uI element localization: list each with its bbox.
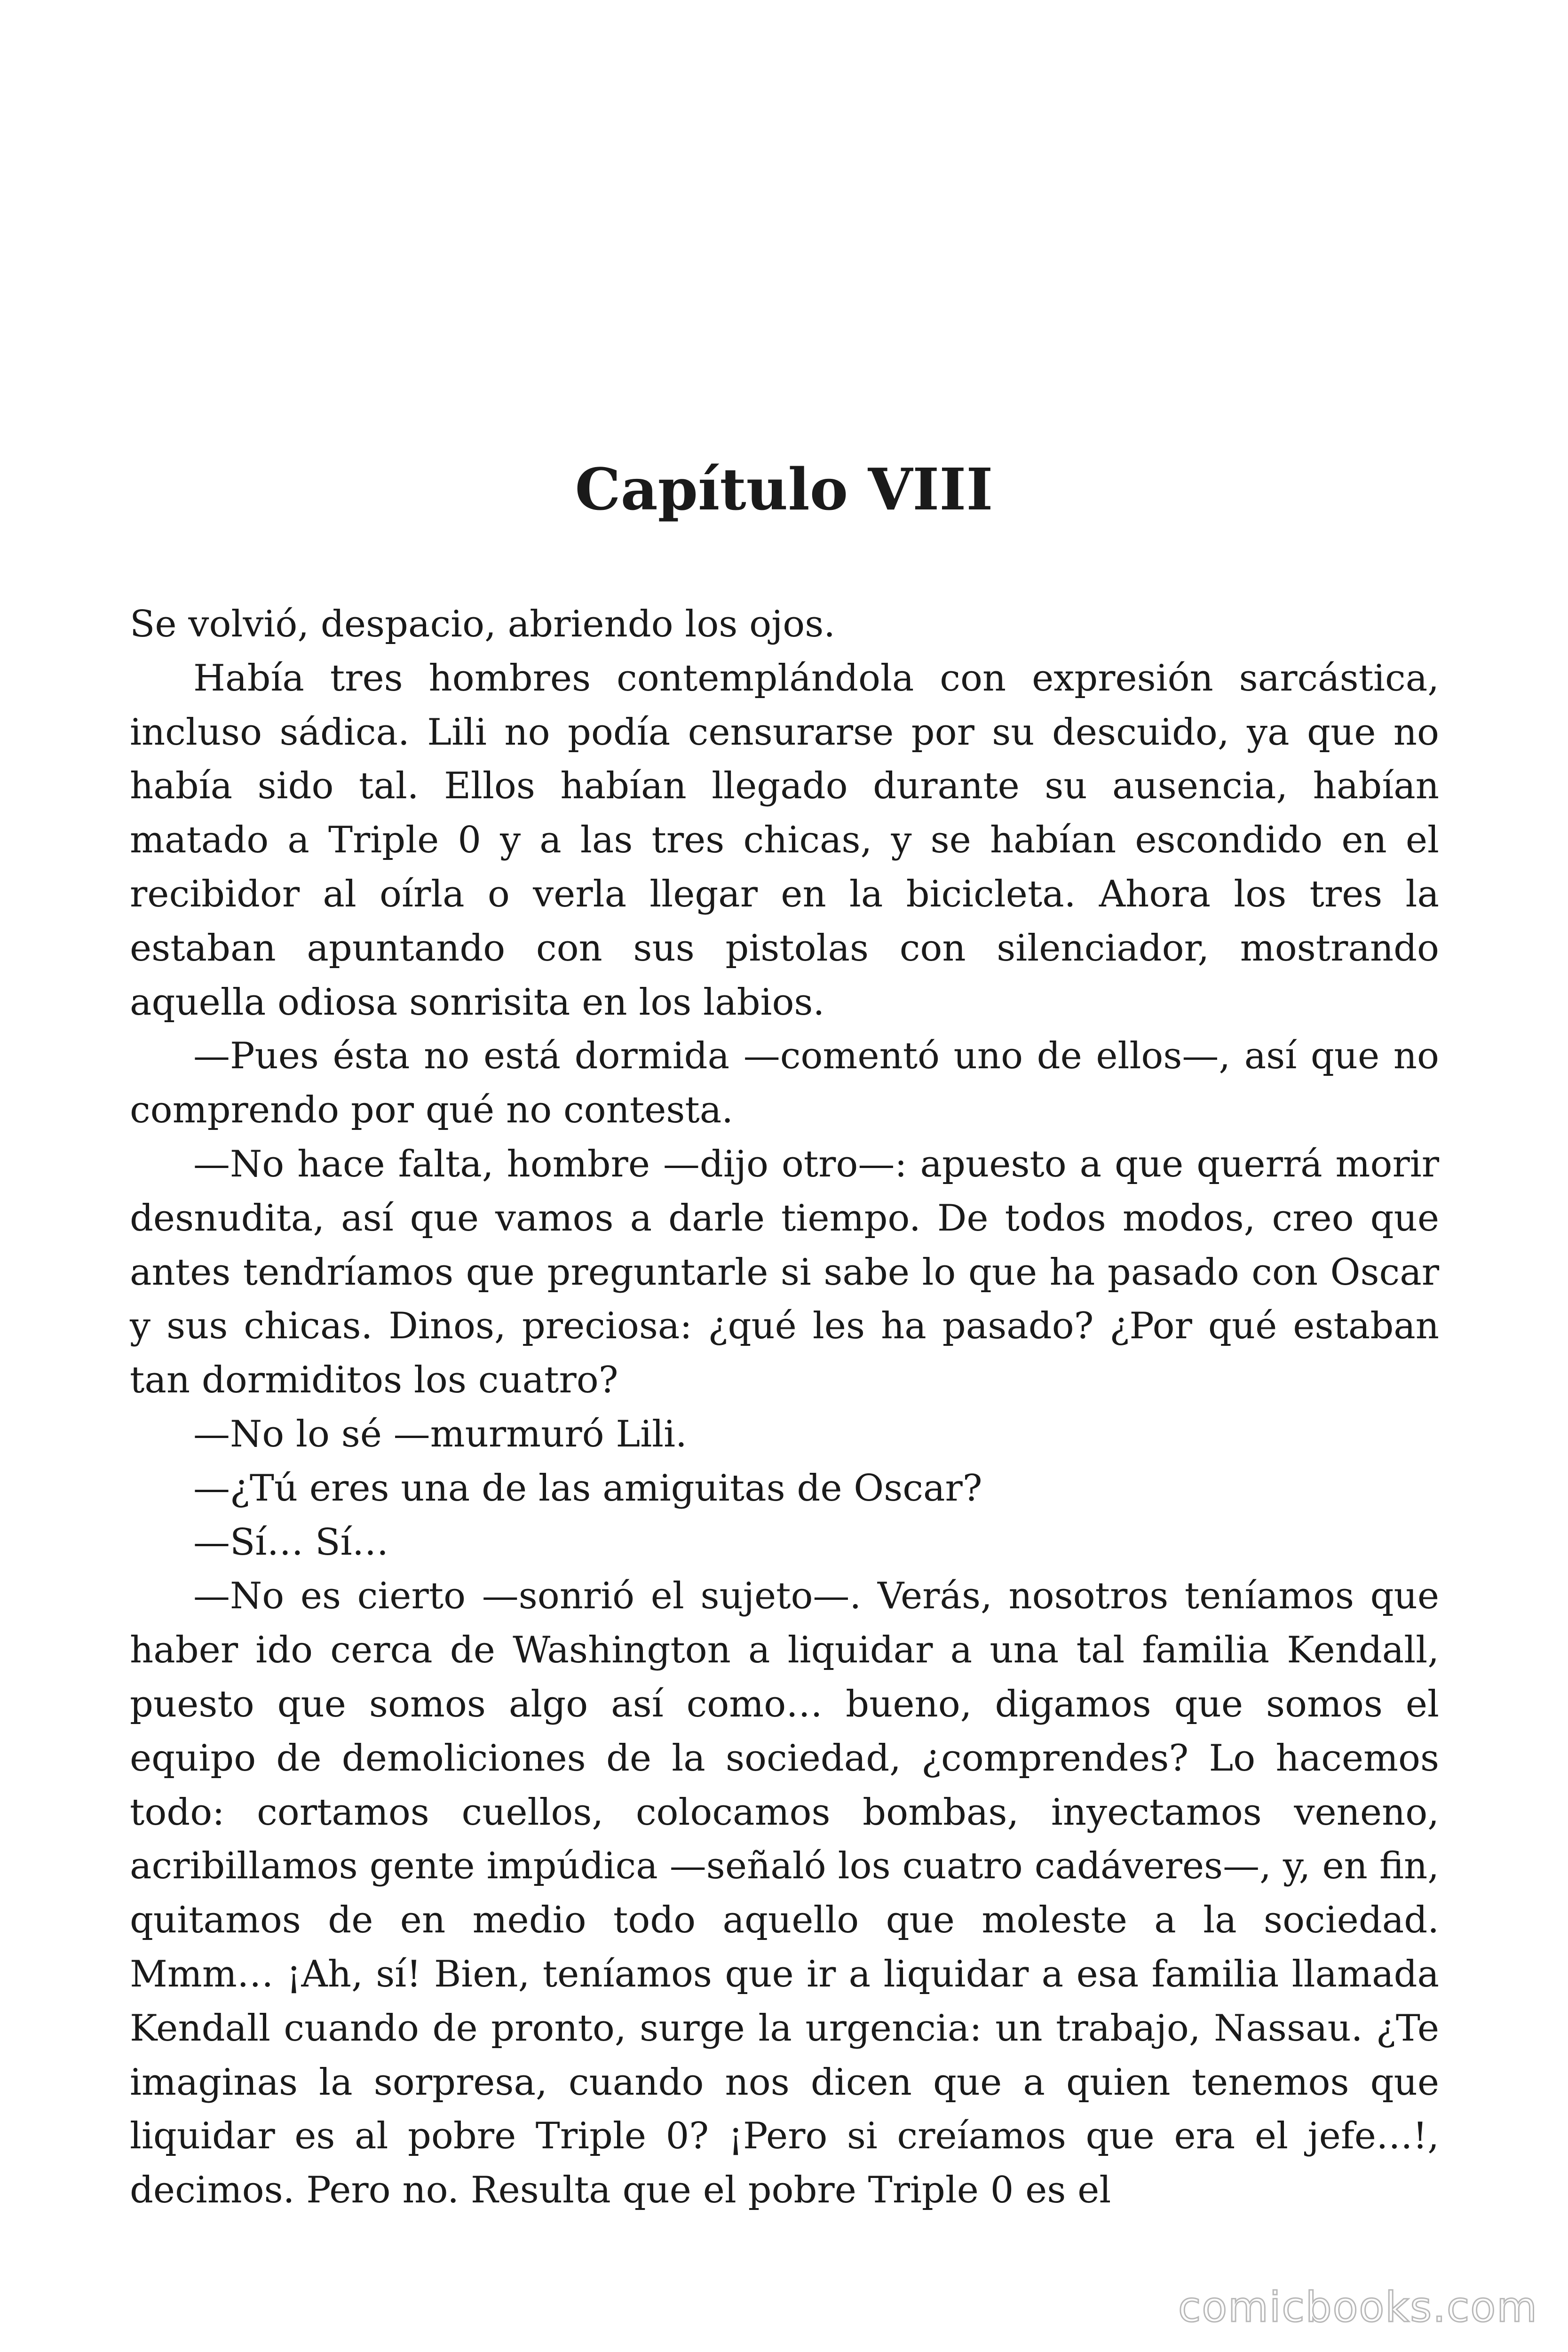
- paragraph: —Pues ésta no está dormida —comentó uno de ellos—, así que no comprendo por qué no contesta.: [130, 1035, 1439, 1132]
- paragraph: —¿Tú eres una de las amiguitas de Oscar?: [193, 1467, 982, 1510]
- paragraph: —Sí… Sí…: [193, 1521, 389, 1564]
- watermark: comicbooks.com: [1178, 2283, 1538, 2331]
- chapter-title: Capítulo VIII: [575, 455, 993, 523]
- paragraph: —No hace falta, hombre —dijo otro—: apuesto a que querrá morir desnudita, así que vamos a darle tiempo. De todos modos, creo que antes tendríamos que preguntarle si sabe lo que ha pasado con Oscar y sus chicas. Dinos, preciosa: ¿qué les ha pasado? ¿Por qué estaban tan dormiditos los cuatro?: [130, 1143, 1439, 1402]
- paragraph: —No lo sé —murmuró Lili.: [193, 1413, 687, 1455]
- paragraph: Se volvió, despacio, abriendo los ojos.: [130, 603, 836, 645]
- paragraph: Había tres hombres contemplándola con expresión sarcástica, incluso sádica. Lili no podía censurarse por su descuido, ya que no había sido tal. Ellos habían llegado durante su ausencia, habían matado a Triple 0 y a las tres chicas, y se habían escondido en el recibidor al oírla o verla llegar en la bicicleta. Ahora los tres la estaban apuntando con sus pistolas con silenciador, mostrando aquella odiosa sonrisita en los labios.: [130, 657, 1439, 1024]
- chapter-body: [130, 597, 1439, 2217]
- paragraph: —No es cierto —sonrió el sujeto—. Verás, nosotros teníamos que haber ido cerca de Washington a liquidar a una tal familia Kendall, puesto que somos algo así como… bueno, digamos que somos el equipo de demoliciones de la sociedad, ¿comprendes? Lo hacemos todo: cortamos cuellos, colocamos bombas, inyectamos veneno, acribillamos gente impúdica —señaló los cuatro cadáveres—, y, en fin, quitamos de en medio todo aquello que moleste a la sociedad. Mmm… ¡Ah, sí! Bien, teníamos que ir a liquidar a esa familia llamada Kendall cuando de pronto, surge la urgencia: un trabajo, Nassau. ¿Te imaginas la sorpresa, cuando nos dicen que a quien tenemos que liquidar es al pobre Triple 0? ¡Pero si creíamos que era el jefe…!, decimos. Pero no. Resulta que el pobre Triple 0 es el: [130, 1575, 1439, 2212]
